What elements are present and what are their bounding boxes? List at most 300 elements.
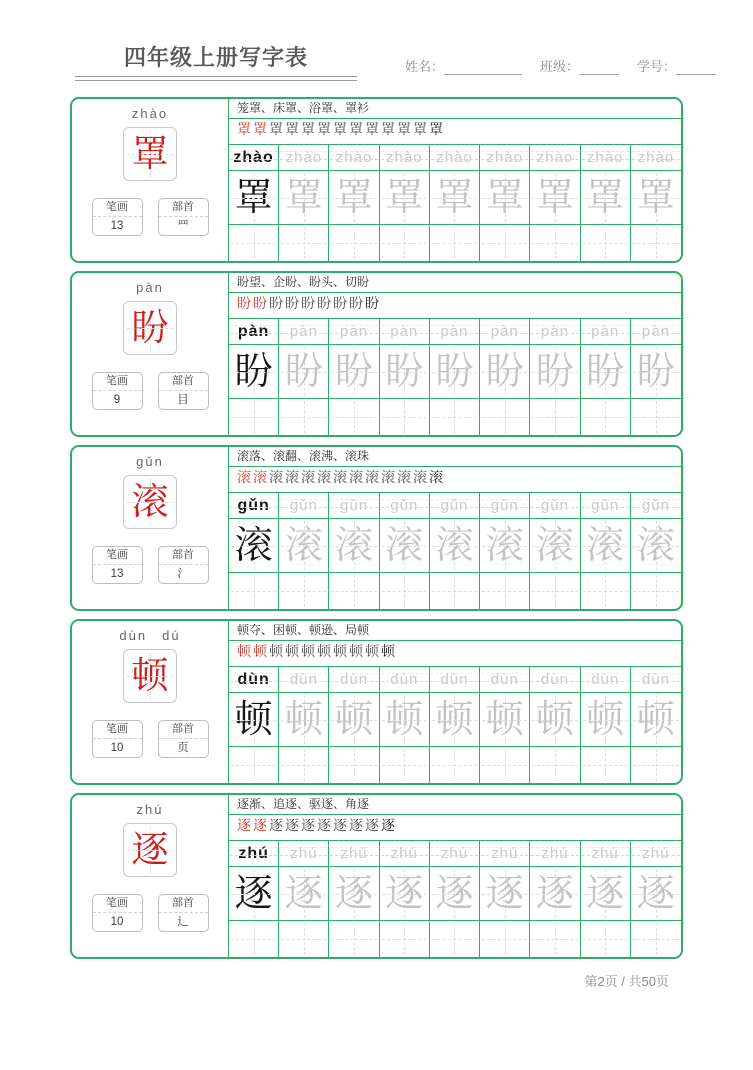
empty-practice-cell — [530, 225, 580, 261]
radical-label: 部首 — [159, 199, 208, 217]
stroke-order-row — [229, 119, 681, 145]
example-words: 逐渐、追逐、驱逐、角逐 — [229, 795, 681, 815]
pinyin-practice-cell — [530, 667, 580, 692]
character-practice-cell — [480, 693, 530, 746]
empty-practice-cell — [530, 747, 580, 783]
stroke-step-glyph: 罩 — [397, 122, 411, 138]
character-meta — [92, 720, 209, 758]
stroke-step-glyph: 滚 — [237, 470, 251, 486]
pinyin-practice-cell-text: dùn — [340, 671, 369, 688]
stroke-step-glyph: 顿 — [333, 644, 347, 660]
class-label: 班级： — [540, 59, 580, 74]
pinyin-practice-cell-text: gǔn — [440, 497, 469, 514]
stroke-step — [333, 470, 348, 487]
empty-practice-cell — [581, 399, 631, 435]
main-character-box — [123, 301, 177, 355]
character-practice-cell — [581, 519, 631, 572]
pinyin-practice-cell-text: dùn — [289, 671, 318, 688]
empty-practice-cell — [581, 225, 631, 261]
stroke-count-box — [92, 720, 143, 758]
character-practice-cell — [279, 867, 329, 920]
stroke-step-glyph: 滚 — [349, 470, 363, 486]
stroke-step — [317, 296, 332, 313]
character-practice-cell — [279, 171, 329, 224]
character-practice-cell-text: 盼 — [535, 349, 574, 393]
stroke-step — [349, 644, 364, 661]
radical-value: 氵 — [177, 568, 189, 580]
character-practice-row — [229, 867, 681, 921]
pinyin-practice-cell-text: dùn — [591, 671, 620, 688]
stroke-step-glyph: 滚 — [381, 470, 395, 486]
pinyin-label: zhào — [131, 106, 169, 121]
pinyin-practice-cell — [279, 667, 329, 692]
stroke-step — [413, 470, 428, 487]
pinyin-practice-cell-text: zhào — [335, 149, 373, 166]
character-practice-cell-text: 顿 — [335, 697, 374, 741]
stroke-step-glyph: 逐 — [269, 818, 283, 834]
stroke-step — [285, 818, 300, 835]
stroke-step — [381, 818, 396, 835]
character-practice-cell — [229, 693, 279, 746]
character-practice-cell-text: 顿 — [385, 697, 424, 741]
name-label: 姓名： — [405, 59, 445, 74]
main-character-box — [123, 475, 177, 529]
title-underline — [75, 76, 357, 81]
character-practice-cell — [279, 345, 329, 398]
empty-practice-cell — [279, 921, 329, 957]
pinyin-practice-cell-text: pàn — [540, 323, 569, 340]
stroke-step — [253, 122, 268, 139]
stroke-step-glyph: 滚 — [365, 470, 379, 486]
stroke-step-glyph: 滚 — [397, 470, 411, 486]
stroke-step — [365, 644, 380, 661]
character-practice-cell-text: 滚 — [385, 523, 424, 567]
empty-practice-cell — [279, 747, 329, 783]
character-practice-cell-text: 盼 — [485, 349, 524, 393]
radical-label: 部首 — [159, 373, 208, 391]
stroke-step — [333, 644, 348, 661]
character-practice-cell-text: 罩 — [435, 175, 474, 219]
character-practice-cell — [530, 519, 580, 572]
pinyin-practice-cell — [631, 493, 681, 518]
pinyin-practice-cell — [380, 841, 430, 866]
empty-practice-row — [229, 747, 681, 783]
radical-box — [158, 372, 209, 410]
stroke-step — [397, 470, 412, 487]
character-practice-cell — [279, 519, 329, 572]
character-practice-cell — [329, 345, 379, 398]
character-practice-cell-text: 盼 — [435, 349, 474, 393]
character-practice-row — [229, 171, 681, 225]
stroke-step-glyph: 盼 — [269, 296, 283, 312]
stroke-step-glyph: 逐 — [301, 818, 315, 834]
pinyin-practice-cell — [380, 667, 430, 692]
pinyin-practice-cell-text: gǔn — [540, 497, 569, 514]
stroke-step-glyph: 盼 — [253, 296, 267, 312]
stroke-step-glyph: 罩 — [253, 122, 267, 138]
stroke-step-glyph: 滚 — [429, 470, 443, 486]
empty-practice-cell — [480, 573, 530, 609]
radical-box — [158, 894, 209, 932]
character-practice-cell-text: 盼 — [335, 349, 374, 393]
stroke-step — [349, 818, 364, 835]
stroke-step-glyph: 盼 — [365, 296, 379, 312]
pinyin-practice-cell-text: dùn — [440, 671, 469, 688]
pinyin-label: dùn dú — [119, 628, 181, 643]
pinyin-practice-cell — [631, 841, 681, 866]
pinyin-practice-row — [229, 667, 681, 693]
stroke-count-label: 笔画 — [93, 895, 142, 913]
character-practice-cell — [430, 867, 480, 920]
character-practice-cell-text: 罩 — [586, 175, 625, 219]
character-practice-cell — [329, 693, 379, 746]
student-id-blank-line — [676, 60, 716, 75]
empty-practice-cell — [530, 921, 580, 957]
pinyin-practice-cell — [279, 841, 329, 866]
empty-practice-cell — [329, 921, 379, 957]
class-field — [540, 56, 619, 75]
empty-practice-cell — [581, 921, 631, 957]
character-practice-cell — [329, 171, 379, 224]
character-practice-cell — [279, 693, 329, 746]
pinyin-practice-cell — [329, 145, 379, 170]
character-practice-cell — [229, 867, 279, 920]
stroke-step — [237, 818, 252, 835]
stroke-step — [381, 470, 396, 487]
stroke-count-box — [92, 546, 143, 584]
empty-practice-cell — [229, 747, 279, 783]
stroke-step — [285, 470, 300, 487]
stroke-step-glyph: 逐 — [285, 818, 299, 834]
stroke-step — [285, 296, 300, 313]
stroke-step-glyph: 逐 — [317, 818, 331, 834]
character-practice-cell-text: 滚 — [636, 523, 675, 567]
main-character: 逐 — [131, 828, 169, 871]
pinyin-practice-cell — [581, 667, 631, 692]
pinyin-practice-cell — [229, 667, 279, 692]
name-blank-line — [444, 60, 522, 75]
pinyin-practice-cell-text: dùn — [390, 671, 419, 688]
empty-practice-cell — [380, 921, 430, 957]
stroke-step — [237, 296, 252, 313]
empty-practice-cell — [480, 399, 530, 435]
character-practice-cell — [229, 345, 279, 398]
stroke-step-glyph: 罩 — [285, 122, 299, 138]
stroke-step-glyph: 滚 — [317, 470, 331, 486]
pinyin-practice-cell — [581, 841, 631, 866]
practice-panel — [228, 447, 681, 609]
stroke-step-glyph: 盼 — [237, 296, 251, 312]
stroke-step-glyph: 逐 — [365, 818, 379, 834]
stroke-count-label: 笔画 — [93, 199, 142, 217]
pinyin-practice-cell-text: zhú — [290, 845, 318, 862]
stroke-step-glyph: 罩 — [413, 122, 427, 138]
radical-label: 部首 — [159, 895, 208, 913]
character-practice-cell — [530, 171, 580, 224]
character-practice-cell — [530, 867, 580, 920]
empty-practice-cell — [430, 573, 480, 609]
character-practice-cell-text: 盼 — [234, 349, 273, 393]
card-info-panel — [72, 273, 228, 435]
pinyin-practice-cell-text: gǔn — [490, 497, 519, 514]
stroke-step — [381, 644, 396, 661]
pinyin-practice-cell-text: zhú — [440, 845, 469, 862]
stroke-count-box — [92, 372, 143, 410]
character-practice-cell-text: 顿 — [636, 697, 675, 741]
stroke-step — [349, 470, 364, 487]
character-practice-cell-text: 逐 — [335, 871, 374, 915]
pinyin-practice-cell — [329, 841, 379, 866]
stroke-step-glyph: 顿 — [253, 644, 267, 660]
example-words: 笼罩、床罩、浴罩、罩衫 — [229, 99, 681, 119]
page-number: 第2页 / 共50页 — [584, 974, 669, 989]
character-practice-cell-text: 盼 — [385, 349, 424, 393]
character-practice-cell-text: 滚 — [335, 523, 374, 567]
stroke-step — [317, 122, 332, 139]
stroke-step-glyph: 罩 — [269, 122, 283, 138]
stroke-step — [237, 470, 252, 487]
stroke-step-glyph: 滚 — [301, 470, 315, 486]
stroke-count-value: 13 — [110, 220, 124, 232]
empty-practice-cell — [430, 921, 480, 957]
stroke-step-glyph: 顿 — [365, 644, 379, 660]
main-character-box — [123, 127, 177, 181]
practice-panel — [228, 621, 681, 783]
character-practice-cell — [229, 171, 279, 224]
character-practice-cell-text: 罩 — [335, 175, 374, 219]
empty-practice-cell — [631, 573, 681, 609]
character-meta — [92, 546, 209, 584]
pinyin-label: gǔn — [136, 454, 164, 469]
main-character: 罩 — [131, 132, 169, 175]
practice-panel — [228, 273, 681, 435]
character-practice-cell — [430, 171, 480, 224]
name-field — [405, 56, 522, 75]
pinyin-practice-cell-text: zhào — [233, 148, 274, 166]
empty-practice-cell — [480, 747, 530, 783]
character-practice-cell-text: 滚 — [586, 523, 625, 567]
stroke-step — [269, 122, 284, 139]
class-blank-line — [579, 60, 619, 75]
pinyin-practice-cell-text: gǔn — [641, 497, 670, 514]
stroke-order-row — [229, 641, 681, 667]
pinyin-practice-cell-text: dùn — [540, 671, 569, 688]
empty-practice-cell — [430, 747, 480, 783]
pinyin-practice-cell — [279, 319, 329, 344]
pinyin-practice-cell-text: pàn — [289, 323, 318, 340]
pinyin-practice-cell — [480, 667, 530, 692]
character-practice-cell — [581, 171, 631, 224]
character-practice-cell-text: 滚 — [284, 523, 323, 567]
pinyin-practice-cell-text: zhào — [486, 149, 523, 166]
character-practice-cell — [380, 693, 430, 746]
pinyin-practice-cell-text: pàn — [641, 323, 670, 340]
stroke-step-glyph: 滚 — [285, 470, 299, 486]
stroke-step-glyph: 逐 — [237, 818, 251, 834]
empty-practice-row — [229, 921, 681, 957]
character-practice-cell — [631, 867, 681, 920]
character-practice-cell — [229, 519, 279, 572]
pinyin-practice-cell — [279, 145, 329, 170]
character-practice-cell — [329, 519, 379, 572]
empty-practice-row — [229, 399, 681, 435]
pinyin-practice-cell — [530, 841, 580, 866]
stroke-step — [333, 818, 348, 835]
stroke-step-glyph: 盼 — [333, 296, 347, 312]
empty-practice-cell — [380, 225, 430, 261]
character-practice-cell-text: 滚 — [234, 523, 273, 567]
pinyin-practice-cell — [530, 145, 580, 170]
pinyin-practice-cell — [581, 493, 631, 518]
pinyin-practice-cell-text: zhú — [642, 845, 670, 862]
stroke-step-glyph: 顿 — [301, 644, 315, 660]
character-practice-cell — [480, 867, 530, 920]
stroke-step — [253, 296, 268, 313]
empty-practice-cell — [380, 399, 430, 435]
stroke-step — [237, 122, 252, 139]
main-character: 顿 — [131, 654, 169, 697]
pinyin-practice-row — [229, 841, 681, 867]
character-practice-cell-text: 盼 — [284, 349, 323, 393]
stroke-count-box — [92, 198, 143, 236]
pinyin-practice-cell — [380, 145, 430, 170]
character-practice-cell-text: 逐 — [284, 871, 323, 915]
stroke-step-glyph: 滚 — [413, 470, 427, 486]
character-practice-cell-text: 顿 — [435, 697, 474, 741]
character-practice-cell — [581, 867, 631, 920]
empty-practice-cell — [631, 747, 681, 783]
stroke-step — [349, 296, 364, 313]
example-words: 盼望、企盼、盼头、切盼 — [229, 273, 681, 293]
stroke-step-glyph: 逐 — [333, 818, 347, 834]
character-practice-cell-text: 逐 — [385, 871, 424, 915]
character-practice-cell — [530, 693, 580, 746]
pinyin-practice-cell — [480, 493, 530, 518]
pinyin-practice-cell — [329, 319, 379, 344]
radical-value: 页 — [177, 742, 189, 754]
character-meta — [92, 372, 209, 410]
character-practice-cell-text: 罩 — [284, 175, 323, 219]
stroke-count-label: 笔画 — [93, 373, 142, 391]
stroke-step-glyph: 滚 — [269, 470, 283, 486]
empty-practice-cell — [229, 225, 279, 261]
empty-practice-cell — [631, 921, 681, 957]
character-practice-cell-text: 罩 — [535, 175, 574, 219]
character-meta — [92, 894, 209, 932]
stroke-step-glyph: 顿 — [317, 644, 331, 660]
pinyin-practice-cell-text: zhào — [637, 149, 675, 166]
character-practice-cell — [631, 171, 681, 224]
stroke-count-value: 10 — [110, 916, 124, 928]
pinyin-practice-cell-text: zhào — [285, 149, 323, 166]
pinyin-label: pàn — [136, 280, 164, 295]
character-practice-cell — [581, 693, 631, 746]
stroke-count-box — [92, 894, 143, 932]
pinyin-practice-cell — [329, 493, 379, 518]
practice-panel — [228, 99, 681, 261]
page-title: 四年级上册写字表 — [123, 45, 308, 70]
pinyin-practice-cell-text: pàn — [340, 323, 369, 340]
character-practice-cell — [581, 345, 631, 398]
pinyin-practice-cell-text: dùn — [641, 671, 670, 688]
stroke-step-glyph: 盼 — [285, 296, 299, 312]
pinyin-practice-cell — [229, 145, 279, 170]
pinyin-practice-cell-text: zhào — [436, 149, 473, 166]
character-practice-cell — [530, 345, 580, 398]
empty-practice-cell — [380, 573, 430, 609]
character-practice-cell-text: 滚 — [435, 523, 474, 567]
pinyin-practice-cell-text: dùn — [490, 671, 519, 688]
pinyin-practice-cell — [530, 319, 580, 344]
empty-practice-cell — [279, 573, 329, 609]
stroke-step-glyph: 逐 — [349, 818, 363, 834]
pinyin-practice-cell-text: zhào — [586, 149, 624, 166]
pinyin-practice-cell — [380, 319, 430, 344]
radical-box — [158, 546, 209, 584]
stroke-step-glyph: 罩 — [317, 122, 331, 138]
empty-practice-cell — [430, 399, 480, 435]
character-practice-cell-text: 盼 — [636, 349, 675, 393]
stroke-step — [301, 122, 316, 139]
student-info-fields — [405, 56, 705, 75]
character-practice-cell-text: 顿 — [234, 697, 273, 741]
pinyin-practice-cell-text: gǔn — [340, 497, 369, 514]
card-info-panel — [72, 621, 228, 783]
stroke-step — [365, 818, 380, 835]
empty-practice-cell — [229, 399, 279, 435]
stroke-order-row — [229, 815, 681, 841]
pinyin-practice-cell — [631, 145, 681, 170]
example-words: 顿夺、困顿、顿逊、局顿 — [229, 621, 681, 641]
pinyin-practice-cell-text: pàn — [237, 322, 270, 340]
stroke-step-glyph: 盼 — [301, 296, 315, 312]
stroke-step — [365, 470, 380, 487]
character-practice-cell — [480, 345, 530, 398]
radical-value: 辶 — [177, 916, 189, 928]
character-practice-row — [229, 519, 681, 573]
radical-label: 部首 — [159, 547, 208, 565]
pinyin-practice-cell — [430, 319, 480, 344]
stroke-step — [301, 470, 316, 487]
pinyin-practice-cell — [430, 667, 480, 692]
character-practice-cell — [430, 519, 480, 572]
pinyin-practice-cell-text: zhú — [541, 845, 569, 862]
empty-practice-cell — [631, 399, 681, 435]
stroke-step — [269, 470, 284, 487]
stroke-step-glyph: 滚 — [333, 470, 347, 486]
stroke-step — [285, 644, 300, 661]
card-info-panel — [72, 99, 228, 261]
student-id-field — [637, 56, 716, 75]
stroke-step — [365, 122, 380, 139]
stroke-step — [285, 122, 300, 139]
character-card — [70, 793, 683, 959]
main-character-box — [123, 649, 177, 703]
empty-practice-cell — [480, 225, 530, 261]
pinyin-practice-cell-text: zhú — [390, 845, 418, 862]
empty-practice-cell — [229, 921, 279, 957]
stroke-step-glyph: 滚 — [253, 470, 267, 486]
main-character: 盼 — [131, 306, 169, 349]
character-practice-cell — [380, 867, 430, 920]
pinyin-practice-cell-text: zhào — [536, 149, 574, 166]
stroke-step — [253, 818, 268, 835]
practice-panel — [228, 795, 681, 957]
character-practice-row — [229, 345, 681, 399]
pinyin-practice-cell — [581, 319, 631, 344]
pinyin-practice-cell — [229, 841, 279, 866]
character-practice-cell — [430, 693, 480, 746]
